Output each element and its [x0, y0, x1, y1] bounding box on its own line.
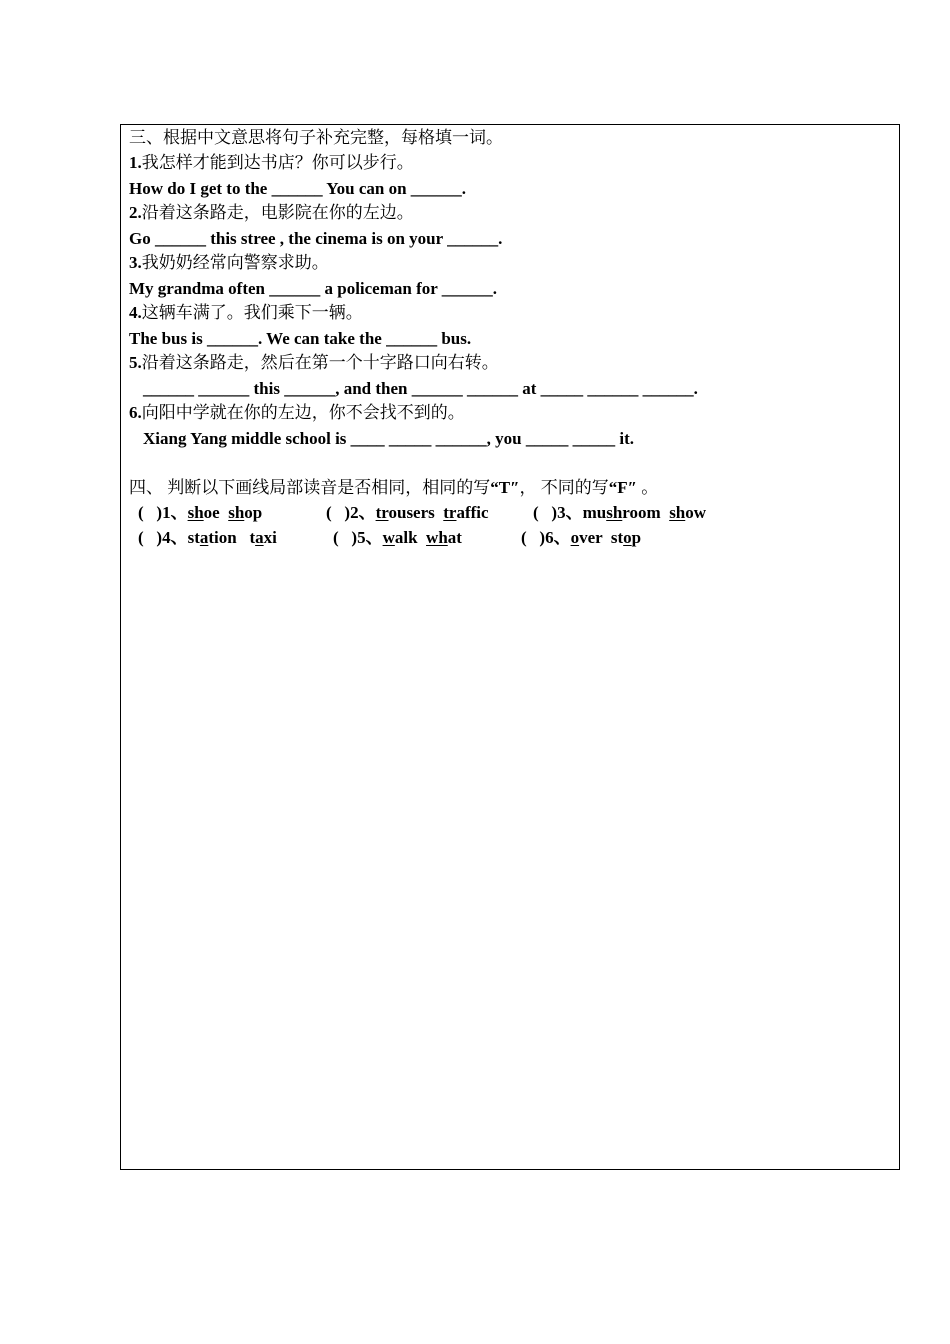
question-4-english: The bus is ______. We can take the ______ bus.	[129, 329, 472, 348]
phonics-item-3: ( )3、mushroom show	[533, 503, 707, 522]
section4-heading: 四、 判断以下画线局部读音是否相同，相同的写“T″， 不同的写“F″ 。	[129, 478, 659, 497]
question-5-english: ______ ______ this ______, and then ______ ______ at _____ ______ ______.	[143, 379, 698, 398]
question-6-english: Xiang Yang middle school is ____ _____ ______, you _____ _____ it.	[143, 429, 634, 448]
phonics-item-6: ( )6、over stop	[521, 528, 642, 547]
section3-heading: 三、根据中文意思将句子补充完整，每格填一词。	[129, 128, 503, 147]
question-1-english: How do I get to the ______ You can on ______.	[129, 179, 467, 198]
question-6-chinese: 6.向阳中学就在你的左边，你不会找不到的。	[129, 403, 465, 422]
question-4-chinese: 4.这辆车满了。我们乘下一辆。	[129, 303, 363, 322]
phonics-item-2: ( )2、trousers traffic	[326, 503, 489, 522]
question-1-chinese: 1.我怎样才能到达书店？你可以步行。	[129, 153, 414, 172]
phonics-item-5: ( )5、walk what	[333, 528, 462, 547]
question-2-chinese: 2.沿着这条路走，电影院在你的左边。	[129, 203, 414, 222]
question-5-chinese: 5.沿着这条路走，然后在第一个十字路口向右转。	[129, 353, 499, 372]
question-3-english: My grandma often ______ a policeman for ______.	[129, 279, 497, 298]
question-3-chinese: 3.我奶奶经常向警察求助。	[129, 253, 329, 272]
phonics-item-4: ( )4、station taxi	[138, 528, 277, 547]
phonics-item-1: ( )1、shoe shop	[138, 503, 263, 522]
question-2-english: Go ______ this stree , the cinema is on your ______.	[129, 229, 503, 248]
